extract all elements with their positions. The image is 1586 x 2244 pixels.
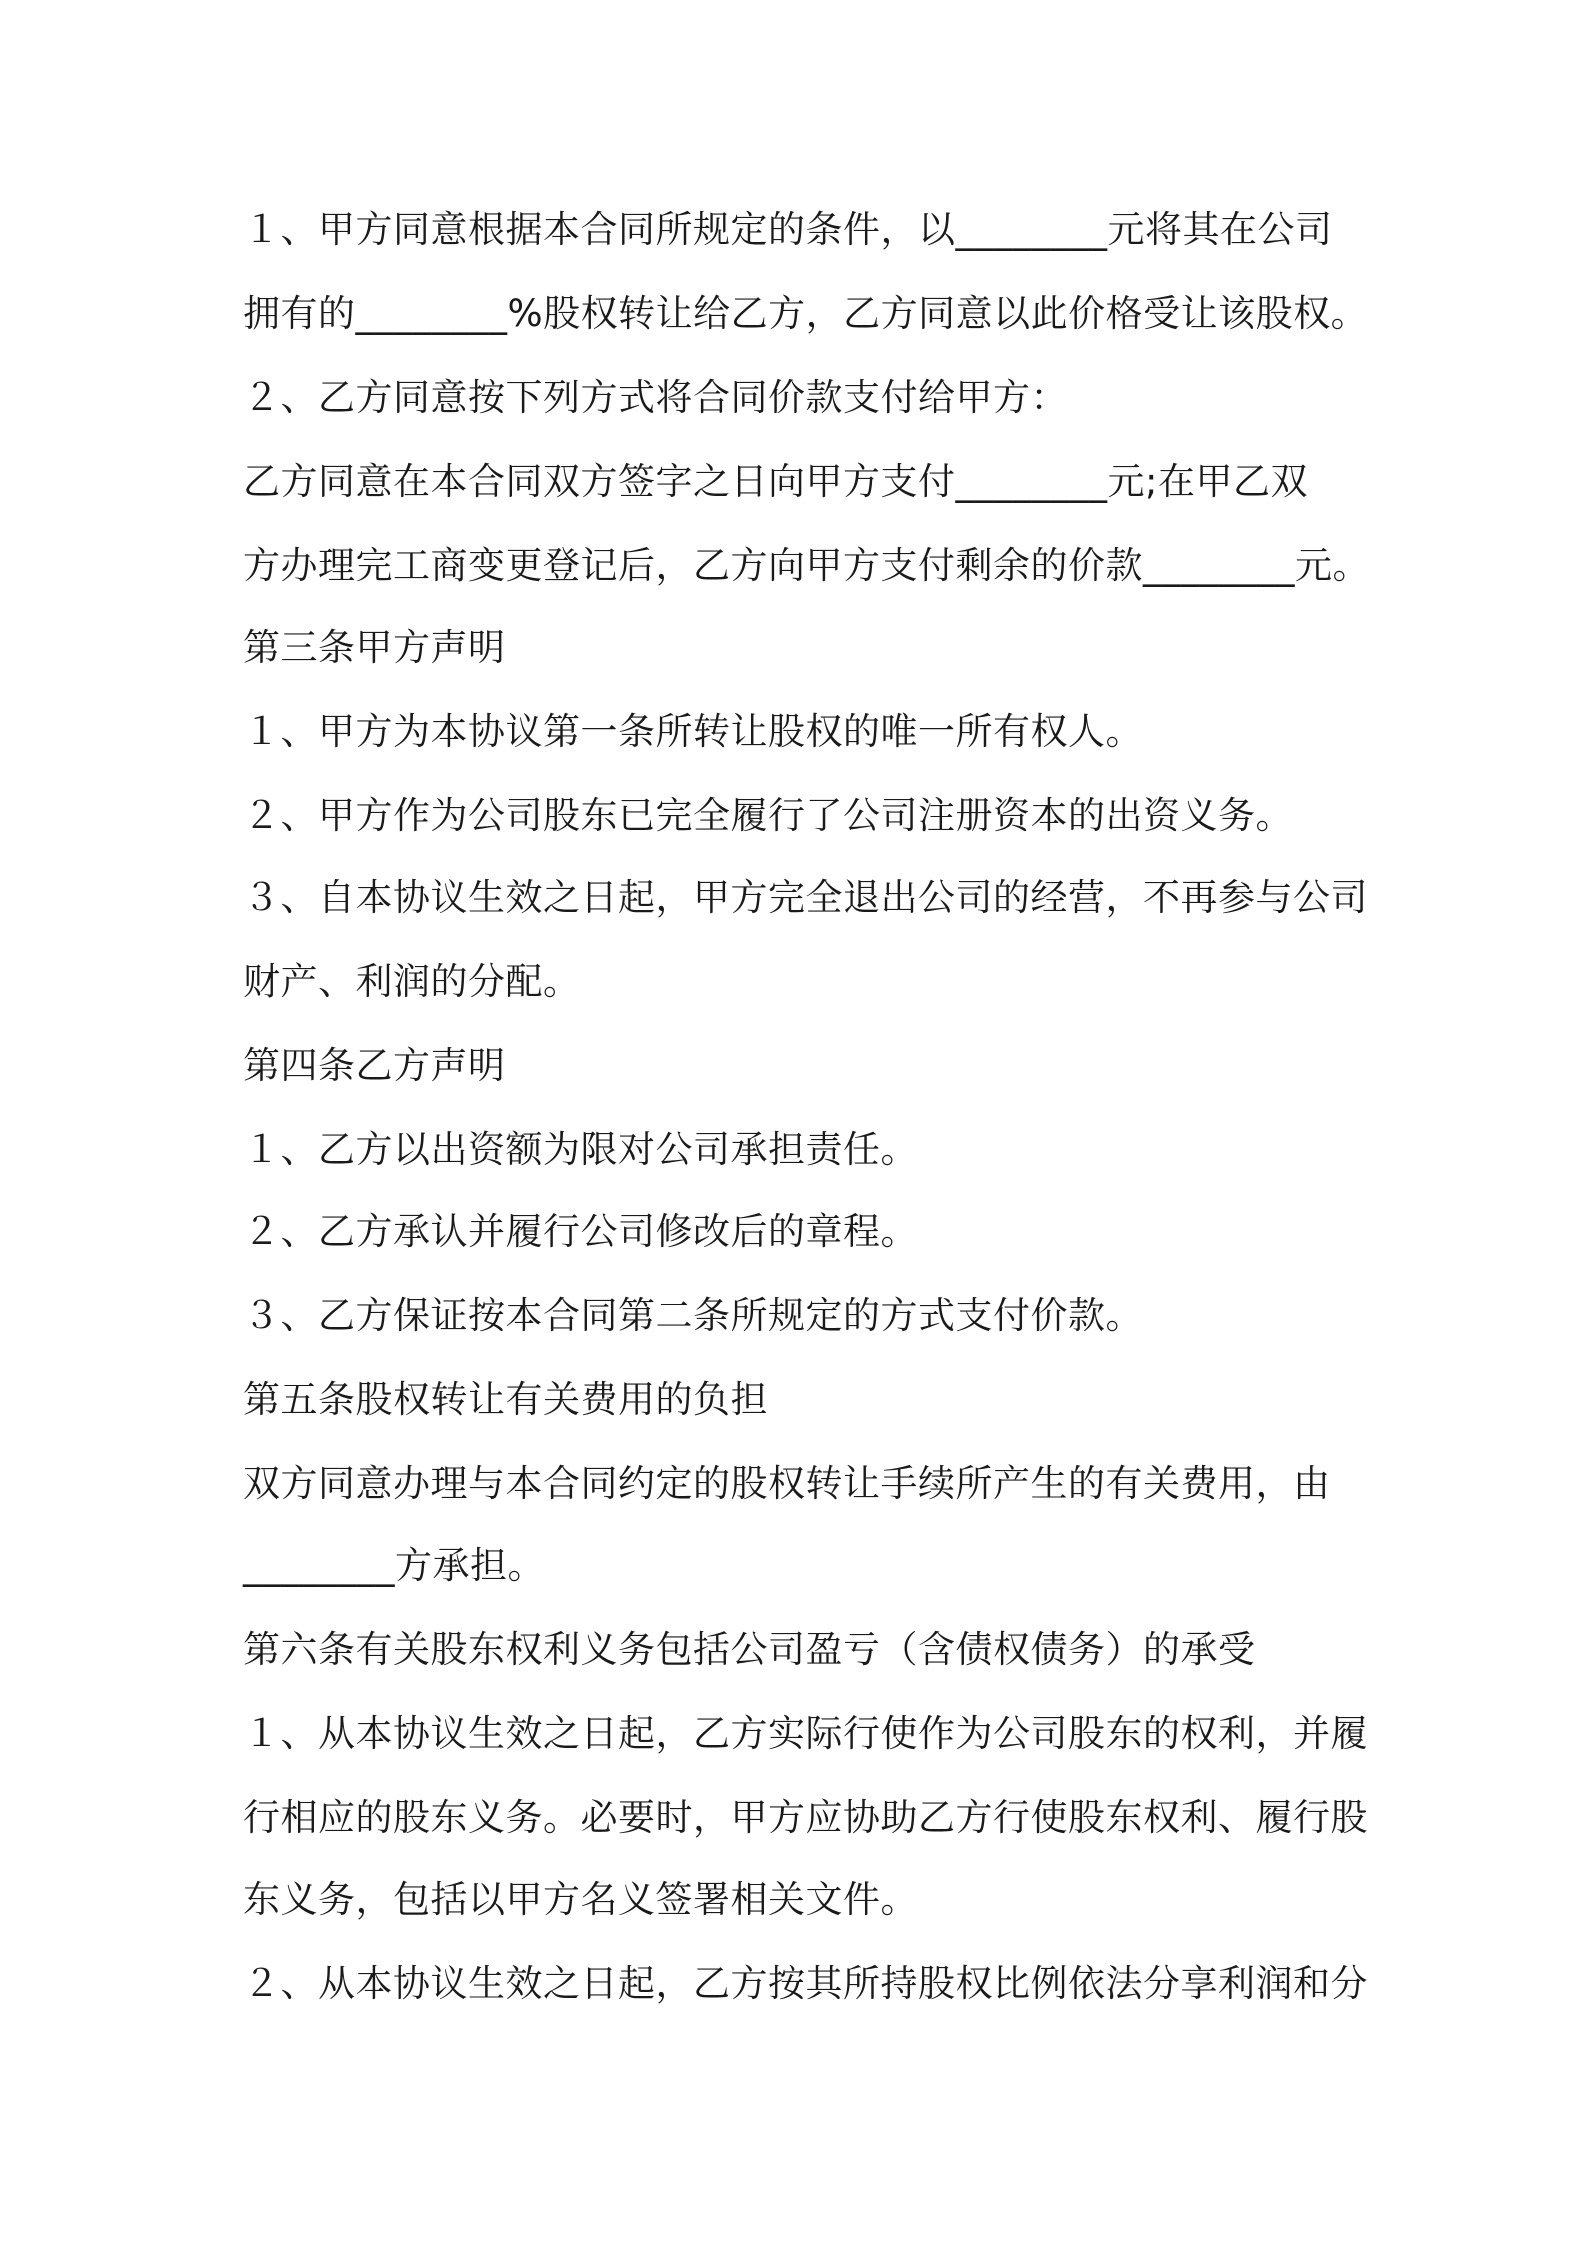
text-line-19: １、从本协议生效之日起，乙方实际行使作为公司股东的权利，并履 <box>243 1712 1368 1755</box>
text-line-12: １、乙方以出资额为限对公司承担责任。 <box>243 1128 918 1171</box>
section-heading-4: 第四条乙方声明 <box>243 1044 506 1087</box>
text-line-21: 东义务，包括以甲方名义签署相关文件。 <box>243 1878 918 1921</box>
text-line-9: ３、自本协议生效之日起，甲方完全退出公司的经营，不再参与公司 <box>243 876 1368 919</box>
text-line-1: １、甲方同意根据本合同所规定的条件，以________元将其在公司 <box>243 208 1333 251</box>
text-line-17: ________方承担。 <box>243 1544 545 1587</box>
text-line-3: ２、乙方同意按下列方式将合同价款支付给甲方： <box>243 376 1068 419</box>
text-line-22: ２、从本协议生效之日起，乙方按其所持股权比例依法分享利润和分 <box>243 1962 1368 2005</box>
text-line-10: 财产、利润的分配。 <box>243 960 581 1003</box>
text-line-16: 双方同意办理与本合同约定的股权转让手续所产生的有关费用，由 <box>243 1462 1331 1505</box>
text-line-8: ２、甲方作为公司股东已完全履行了公司注册资本的出资义务。 <box>243 794 1293 837</box>
text-line-13: ２、乙方承认并履行公司修改后的章程。 <box>243 1210 918 1253</box>
text-line-7: １、甲方为本协议第一条所转让股权的唯一所有权人。 <box>243 710 1143 753</box>
section-heading-5: 第五条股权转让有关费用的负担 <box>243 1378 768 1421</box>
text-line-20: 行相应的股东义务。必要时，甲方应协助乙方行使股东权利、履行股 <box>243 1796 1368 1839</box>
text-line-14: ３、乙方保证按本合同第二条所规定的方式支付价款。 <box>243 1294 1143 1337</box>
section-heading-3: 第三条甲方声明 <box>243 626 506 669</box>
text-line-4: 乙方同意在本合同双方签字之日向甲方支付________元;在甲乙双 <box>243 460 1308 503</box>
text-line-5: 方办理完工商变更登记后，乙方向甲方支付剩余的价款________元。 <box>243 544 1370 587</box>
text-line-2: 拥有的________%股权转让给乙方，乙方同意以此价格受让该股权。 <box>243 292 1369 335</box>
section-heading-6: 第六条有关股东权利义务包括公司盈亏（含债权债务）的承受 <box>243 1628 1256 1671</box>
